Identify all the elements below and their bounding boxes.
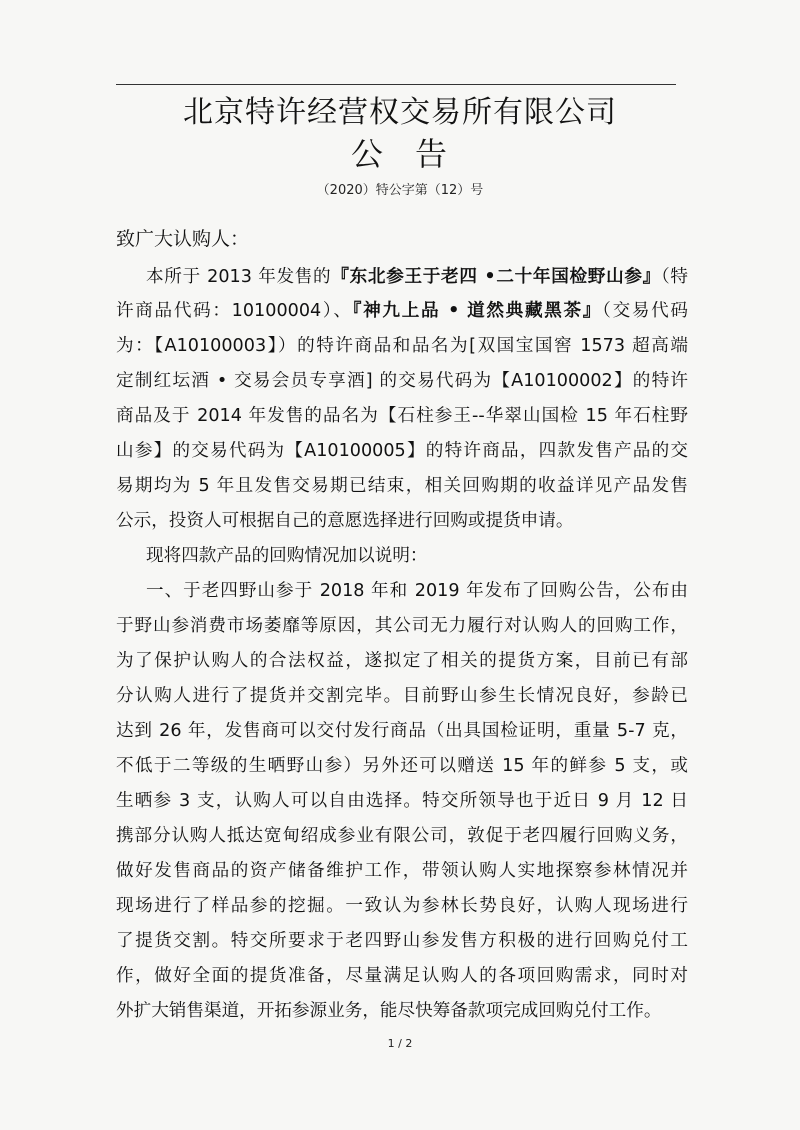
p1-line-6: 山参】的交易代码为【A10100005】的特许商品，四款发售产品的交 <box>116 441 688 461</box>
p3-line-13: 外扩大销售渠道，开拓参源业务，能尽快筹备款项完成回购兑付工作。 <box>116 1001 662 1021</box>
p1-line-5: 商品及于 2014 年发售的品名为【石柱参王--华翠山国检 15 年石柱野 <box>116 406 688 426</box>
p1-line-2-tail: （交易代码 <box>602 301 689 321</box>
p3-line-8: 携部分认购人抵达宽甸绍成参业有限公司，敦促于老四履行回购义务， <box>116 826 688 846</box>
p3-line-12: 作，做好全面的提货准备，尽量满足认购人的各项回购需求，同时对 <box>116 966 688 986</box>
p3-line-1: 一、于老四野山参于 2018 年和 2019 年发布了回购公告，公布由 <box>146 581 688 601</box>
p1-line-2-text: 许商品代码：10100004）、 <box>116 301 353 321</box>
p1-line-1 <box>146 265 688 289</box>
title-char-1: 公 <box>350 135 385 173</box>
greeting: 致广大认购人： <box>116 228 250 250</box>
p2-line-1: 现将四款产品的回购情况加以说明： <box>146 546 428 566</box>
p3-line-7: 生晒参 3 支，认购人可以自由选择。特交所领导也于近日 9 月 12 日 <box>116 791 688 811</box>
p1-line-1-text: 本所于 2013 年发售的 <box>146 267 332 287</box>
p1-line-3: 为：【A10100003】）的特许商品和品名为[双国宝国窖 1573 超高端 <box>116 336 688 356</box>
product-name-tea: 『神九上品 • 道然典藏黑茶』 <box>352 301 603 321</box>
header-rule <box>116 84 676 85</box>
p3-line-9: 做好发售商品的资产储备维护工作，带领认购人实地探察参林情况并 <box>116 861 688 881</box>
p3-line-5: 达到 26 年，发售商可以交付发行商品（出具国检证明，重量 5-7 克， <box>116 721 688 741</box>
p3-line-6: 不低于二等级的生晒野山参）另外还可以赠送 15 年的鲜参 5 支，或 <box>116 756 688 776</box>
p1-line-7: 易期均为 5 年且发售交易期已结束，相关回购期的收益详见产品发售 <box>116 476 688 496</box>
product-name-ginseng: 『东北参王于老四 •二十年国检野山参』 <box>331 267 661 287</box>
announcement-title <box>0 136 800 172</box>
page-number: 1 / 2 <box>387 1037 413 1050</box>
p1-line-4: 定制红坛酒 • 交易会员专享酒] 的交易代码为【A10100002】的特许 <box>116 371 688 391</box>
p3-line-2: 于野山参消费市场萎靡等原因，其公司无力履行对认购人的回购工作， <box>116 616 688 636</box>
organization-name: 北京特许经营权交易所有限公司 <box>183 95 617 130</box>
title-char-2: 告 <box>415 135 450 173</box>
p3-line-11: 了提货交割。特交所要求于老四野山参发售方积极的进行回购兑付工 <box>116 931 688 951</box>
document-number: （2020）特公字第（12）号 <box>316 183 484 198</box>
p3-line-4: 分认购人进行了提货并交割完毕。目前野山参生长情况良好，参龄已 <box>116 686 688 706</box>
p3-line-10: 现场进行了样品参的挖掘。一致认为参林长势良好，认购人现场进行 <box>116 896 688 916</box>
p1-line-1-tail: （特 <box>660 267 689 287</box>
p3-line-3: 为了保护认购人的合法权益，遂拟定了相关的提货方案，目前已有部 <box>116 651 688 671</box>
p1-line-8: 公示，投资人可根据自己的意愿选择进行回购或提货申请。 <box>116 511 574 531</box>
p1-line-2 <box>116 299 688 323</box>
